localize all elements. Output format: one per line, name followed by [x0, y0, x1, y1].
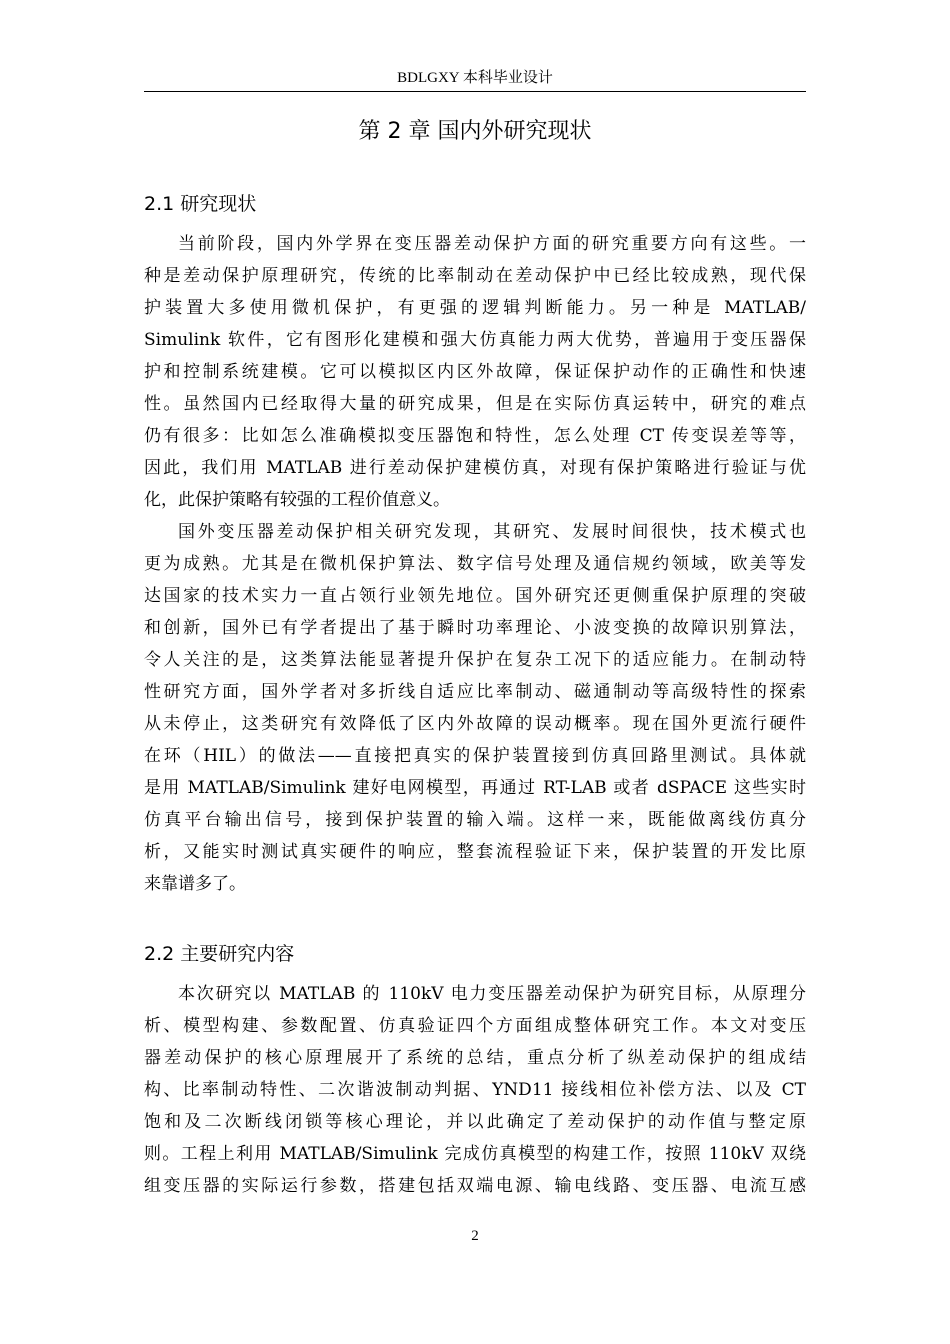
text-line: 在环（HIL）的做法——直接把真实的保护装置接到仿真回路里测试。具体就 — [144, 746, 806, 766]
text-line: 器差动保护的核心原理展开了系统的总结，重点分析了纵差动保护的组成结 — [144, 1048, 806, 1068]
section-heading-2-2: 2.2 主要研究内容 — [144, 943, 295, 965]
text-line: 析，又能实时测试真实硬件的响应，整套流程验证下来，保护装置的开发比原 — [144, 842, 806, 862]
text-line: 国外变压器差动保护相关研究发现，其研究、发展时间很快，技术模式也 — [178, 522, 806, 542]
text-line: 本次研究以 MATLAB 的 110kV 电力变压器差动保护为研究目标，从原理分 — [178, 984, 806, 1004]
text-line: 护和控制系统建模。它可以模拟区内区外故障，保证保护动作的正确性和快速 — [144, 362, 806, 382]
text-line: 析、模型构建、参数配置、仿真验证四个方面组成整体研究工作。本文对变压 — [144, 1016, 806, 1036]
paragraph-main-content — [144, 978, 806, 1202]
text-line: 仍有很多：比如怎么准确模拟变压器饱和特性，怎么处理 CT 传变误差等等， — [144, 426, 806, 446]
text-line: Simulink 软件，它有图形化建模和强大仿真能力两大优势，普遍用于变压器保 — [144, 330, 806, 350]
text-line: 饱和及二次断线闭锁等核心理论，并以此确定了差动保护的动作值与整定原 — [144, 1112, 806, 1132]
running-header: BDLGXY 本科毕业设计 — [397, 70, 553, 86]
text-line: 性。虽然国内已经取得大量的研究成果，但是在实际仿真运转中，研究的难点 — [144, 394, 806, 414]
text-line: 和创新，国外已有学者提出了基于瞬时功率理论、小波变换的故障识别算法， — [144, 618, 806, 638]
chapter-title: 第 2 章 国内外研究现状 — [358, 119, 592, 144]
section-heading-2-1: 2.1 研究现状 — [144, 193, 257, 215]
text-line: 当前阶段，国内外学界在变压器差动保护方面的研究重要方向有这些。一 — [178, 234, 806, 254]
text-line: 性研究方面，国外学者对多折线自适应比率制动、磁通制动等高级特性的探索 — [144, 682, 806, 702]
paragraph-foreign-research — [144, 516, 806, 900]
text-line: 是用 MATLAB/Simulink 建好电网模型，再通过 RT-LAB 或者 dSPACE 这些实时 — [144, 778, 806, 798]
text-line: 从未停止，这类研究有效降低了区内外故障的误动概率。现在国外更流行硬件 — [144, 714, 806, 734]
text-line: 因此，我们用 MATLAB 进行差动保护建模仿真，对现有保护策略进行验证与优 — [144, 458, 806, 478]
paragraph-current-research — [144, 228, 806, 516]
text-line: 化，此保护策略有较强的工程价值意义。 — [144, 490, 450, 510]
text-line: 则。工程上利用 MATLAB/Simulink 完成仿真模型的构建工作，按照 110kV 双绕 — [144, 1144, 806, 1164]
text-line: 种是差动保护原理研究，传统的比率制动在差动保护中已经比较成熟，现代保 — [144, 266, 806, 286]
text-line: 构、比率制动特性、二次谐波制动判据、YND11 接线相位补偿方法、以及 CT — [144, 1080, 806, 1100]
page-number: 2 — [471, 1228, 479, 1244]
text-line: 更为成熟。尤其是在微机保护算法、数字信号处理及通信规约领域，欧美等发 — [144, 554, 806, 574]
header-rule — [144, 91, 806, 92]
text-line: 令人关注的是，这类算法能显著提升保护在复杂工况下的适应能力。在制动特 — [144, 650, 806, 670]
text-line: 仿真平台输出信号，接到保护装置的输入端。这样一来，既能做离线仿真分 — [144, 810, 806, 830]
text-line: 达国家的技术实力一直占领行业领先地位。国外研究还更侧重保护原理的突破 — [144, 586, 806, 606]
text-line: 来靠谱多了。 — [144, 874, 246, 894]
text-line: 护装置大多使用微机保护，有更强的逻辑判断能力。另一种是 MATLAB/ — [144, 298, 806, 318]
text-line: 组变压器的实际运行参数，搭建包括双端电源、输电线路、变压器、电流互感 — [144, 1176, 806, 1196]
